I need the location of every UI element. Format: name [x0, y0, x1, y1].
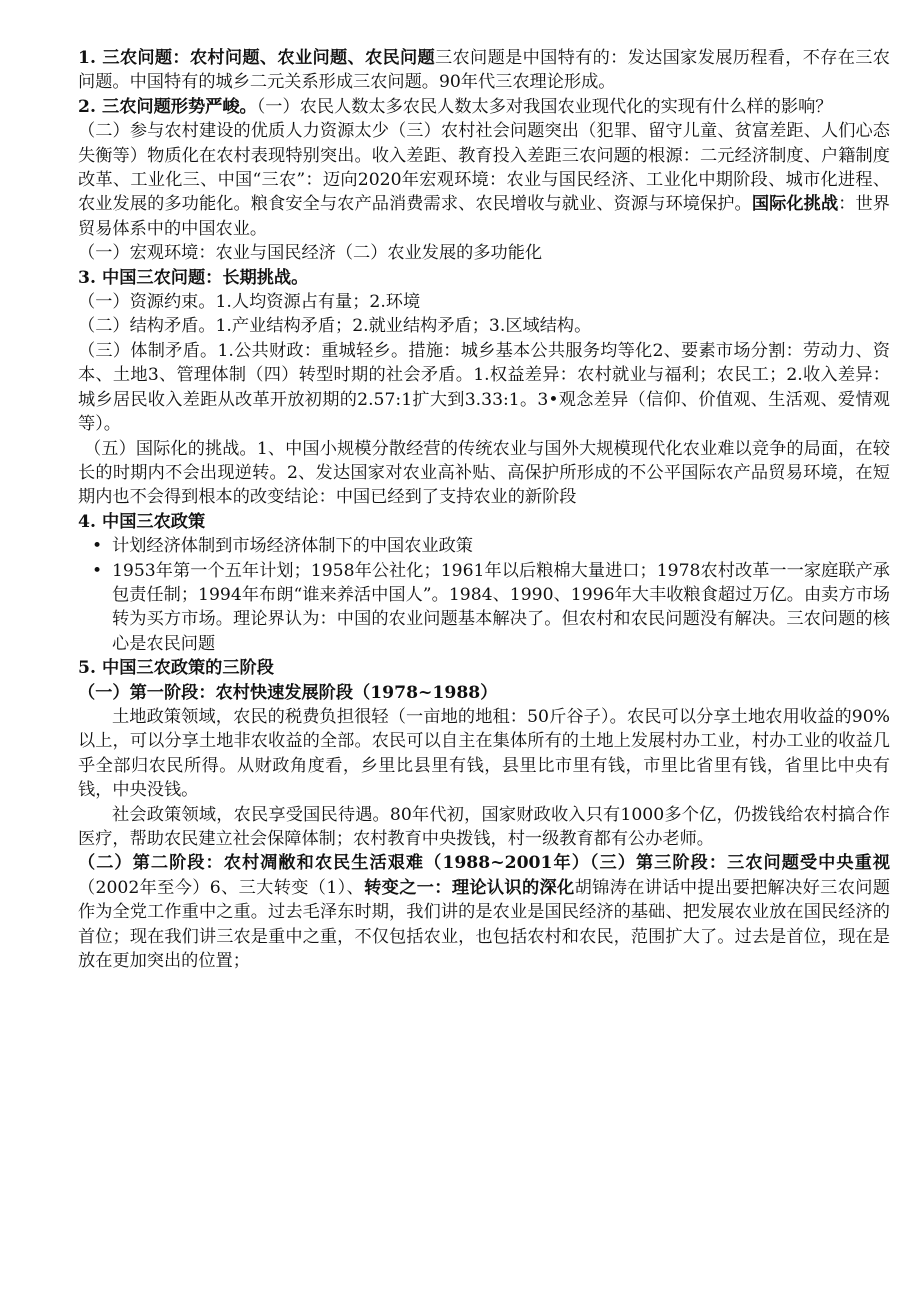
stage-2-3-heading: （二）第二阶段：农村凋敝和农民生活艰难（1988~2001年）（三）第三阶段：三农问题受中央重视 [78, 853, 890, 874]
stage-1-heading: （一）第一阶段：农村快速发展阶段（1978~1988） [78, 682, 498, 703]
section-5 [78, 656, 890, 680]
section-4 [78, 510, 890, 534]
section-3-title: 中国三农问题：长期挑战。 [102, 267, 309, 288]
section-1-text: 三农问题是中国特有的：发达国家发展历程看，不存在三农问题。中国特有的城乡二元关系形成三农问题。90年代三农理论形成。 [78, 48, 890, 93]
section-5-title: 中国三农政策的三阶段 [102, 658, 274, 679]
bullet-item [78, 559, 890, 657]
stage-2-3-paragraph [78, 851, 890, 973]
transform-1-heading: 转变之一：理论认识的深化 [364, 877, 575, 898]
section-2-para-a: （二）参与农村建设的优质人力资源太少（三）农村社会问题突出（犯罪、留守儿童、贫富差距、人们心态失衡等）物质化在农村表现特别突出。收入差距、教育投入差距三农问题的根源：二元经济制度、户籍制度改革、工业化三、中国“三农”：迈向2020年宏观环境：农业与国民经济、工业化中期阶段、城市化进程、农业发展的多功能化。粮食安全与农产品消费需求、农民增收与就业、资源与环境保护。 [78, 121, 890, 215]
transform-1-text: 胡锦涛在讲话中提出要把解决好三农问题作为全党工作重中之重。过去毛泽东时期，我们讲的是农业是国民经济的基础、把发展农业放在国民经济的首位；现在我们讲三农是重中之重，不仅包括农业，也包括农村和农民，范围扩大了。过去是首位，现在是放在更加突出的位置； [78, 877, 890, 972]
section-4-title: 中国三农政策 [102, 511, 206, 532]
document-page [78, 46, 890, 973]
section-2-number: 2. [78, 96, 96, 117]
bullet-item [78, 534, 890, 558]
stage-1-paragraph-1: 土地政策领域，农民的税费负担很轻（一亩地的地租：50斤谷子）。农民可以分享土地农用收益的90%以上，可以分享土地非农收益的全部。农民可以自主在集体所有的土地上发展村办工业，村办工业的收益几乎全部归农民所得。从财政角度看，乡里比县里有钱，县里比市里有钱，市里比省里有钱，省里比中央有钱，中央没钱。 [78, 706, 890, 801]
section-3-line-2: （二）结构矛盾。1.产业结构矛盾；2.就业结构矛盾；3.区域结构。 [78, 316, 592, 337]
section-2 [78, 95, 890, 119]
section-2-title: 三农问题形势严峻。 [102, 96, 257, 117]
bullet-text-2: 1953年第一个五年计划；1958年公社化；1961年以后粮棉大量进口；1978农村改革一一家庭联产承包责任制；1994年布朗“谁来养活中国人”。1984、1990、1996年大丰收粮食超过万亿。由卖方市场转为买方市场。理论界认为：中国的农业问题基本解决了。但农村和农民问题没有解决。三农问题的核心是农民问题 [112, 560, 890, 654]
bullet-icon: • [92, 536, 103, 557]
section-2-paragraph [78, 119, 890, 241]
section-2-subline: （一）宏观环境：农业与国民经济（二）农业发展的多功能化 [78, 243, 543, 264]
section-3 [78, 266, 890, 290]
section-1 [78, 46, 890, 95]
section-1-title: 三农问题：农村问题、农业问题、农民问题 [102, 48, 436, 68]
bullet-icon: • [92, 560, 103, 581]
section-2-bold-term: 国际化挑战 [751, 194, 839, 215]
bullet-text-1: 计划经济体制到市场经济体制下的中国农业政策 [112, 536, 473, 557]
section-1-number: 1. [78, 48, 96, 68]
section-3-line-3: （三）体制矛盾。1.公共财政：重城轻乡。措施：城乡基本公共服务均等化2、要素市场分割：劳动力、资本、土地3、管理体制（四）转型时期的社会矛盾。1.权益差异：农村就业与福利；农民工；2.收入差异：城乡居民收入差距从改革开放初期的2.57:1扩大到3.33:1。3•观念差异（信仰、价值观、生活观、爱情观等）。 [78, 340, 890, 435]
section-3-line-4: （五）国际化的挑战。1、中国小规模分散经营的传统农业与国外大规模现代化农业难以竞争的局面，在较长的时期内不会出现逆转。2、发达国家对农业高补贴、高保护所形成的不公平国际农产品贸易环境，在短期内也不会得到根本的改变结论：中国已经到了支持农业的新阶段 [78, 438, 890, 508]
section-3-number: 3. [78, 267, 96, 288]
section-3-line-1: （一）资源约束。1.人均资源占有量；2.环境 [78, 292, 421, 313]
section-5-number: 5. [78, 658, 96, 679]
stage-3-period: （2002年至今）6、三大转变（1）、 [78, 877, 365, 898]
section-2-para-b: ：世界贸易体系中的中国农业。 [78, 194, 890, 239]
stage-1-paragraph-2: 社会政策领域，农民享受国民待遇。80年代初，国家财政收入只有1000多个亿，仍拨钱给农村搞合作医疗，帮助农民建立社会保障体制；农村教育中央拨钱，村一级教育都有公办老师。 [78, 804, 890, 849]
section-2-text: （一）农民人数太多农民人数太多对我国农业现代化的实现有什么样的影响？ [256, 96, 833, 117]
section-4-number: 4. [78, 511, 96, 532]
